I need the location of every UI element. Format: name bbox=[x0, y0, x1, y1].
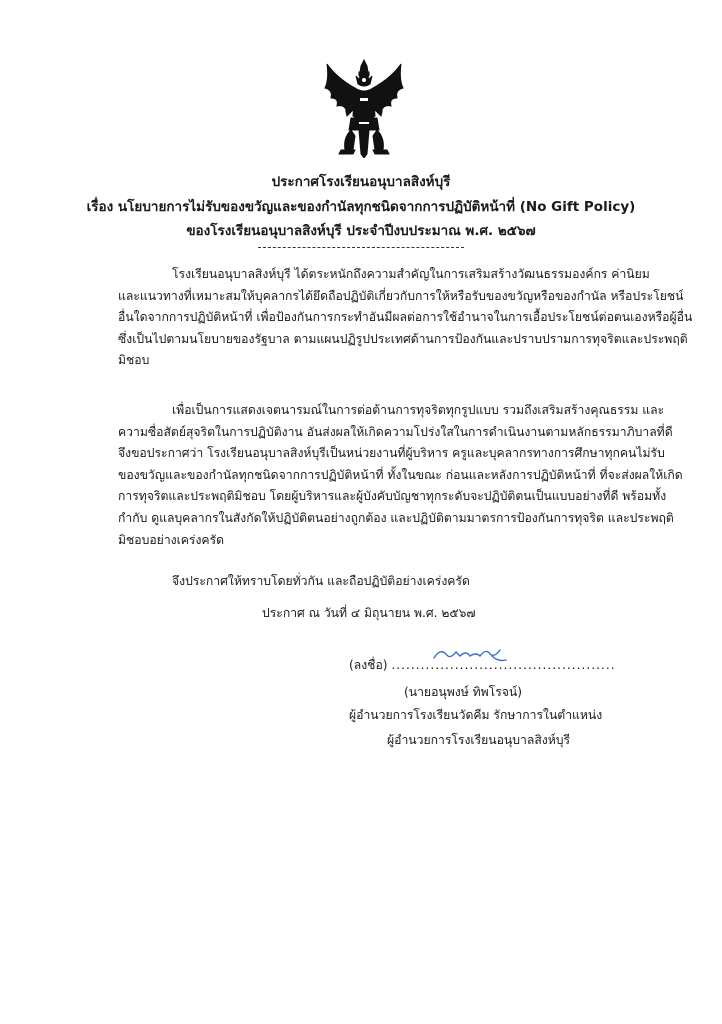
paragraph-line: และแนวทางที่เหมาะสมให้บุคลากรได้ยึดถือปฏิบัติเกี่ยวกับการให้หรือรับของขวัญหรือของกำนัล หรือประโยชน์ bbox=[118, 288, 684, 303]
announcement-fiscal-year: ของโรงเรียนอนุบาลสิงห์บุรี ประจำปีงบประมาณ พ.ศ. ๒๕๖๗ bbox=[186, 223, 536, 239]
garuda-emblem-icon bbox=[323, 58, 405, 158]
announcement-date: ประกาศ ณ วันที่ ๔ มิถุนายน พ.ศ. ๒๕๖๗ bbox=[262, 606, 476, 620]
announcement-subject: เรื่อง นโยบายการไม่รับของขวัญและของกำนัลทุกชนิดจากการปฏิบัติหน้าที่ (No Gift Policy) bbox=[86, 199, 636, 215]
paragraph-line: เพื่อเป็นการแสดงเจตนารมณ์ในการต่อต้านการทุจริตทุกรูปแบบ รวมถึงเสริมสร้างคุณธรรม และ bbox=[172, 403, 665, 417]
divider bbox=[258, 247, 464, 248]
paragraph-line: มิชอบอย่างเคร่งครัด bbox=[118, 532, 225, 547]
paragraph-2 bbox=[118, 400, 702, 551]
paragraph-line: การทุจริตและประพฤติมิชอบ โดยผู้บริหารและผู้บังคับบัญชาทุกระดับจะปฏิบัติตนเป็นแบบอย่างที่ดี พร้อมทั้ง bbox=[118, 489, 667, 504]
handwritten-signature-icon bbox=[430, 642, 510, 666]
paragraph-line: อื่นใดจากการปฏิบัติหน้าที่ เพื่อป้องกันการกระทำอันมีผลต่อการใช้อำนาจในการเอื้อประโยชน์ต่อตนเองหรือผู้อื่น bbox=[118, 310, 693, 325]
announcement-title: ประกาศโรงเรียนอนุบาลสิงห์บุรี bbox=[271, 174, 451, 190]
closing-statement: จึงประกาศให้ทราบโดยทั่วกัน และถือปฏิบัติอย่างเคร่งครัด bbox=[172, 574, 470, 588]
signature-dots: .............................................. bbox=[391, 658, 616, 672]
paragraph-line: มิชอบ bbox=[118, 353, 150, 368]
signatory-position-2: ผู้อำนวยการโรงเรียนอนุบาลสิงห์บุรี bbox=[387, 733, 571, 747]
paragraph-line: จึงขอประกาศว่า โรงเรียนอนุบาลสิงห์บุรีเป็นหน่วยงานที่ผู้บริหาร ครูและบุคลากรทางการศึกษาทุกคนไม่รับ bbox=[118, 446, 665, 461]
paragraph-line: โรงเรียนอนุบาลสิงห์บุรี ได้ตระหนักถึงความสำคัญในการเสริมสร้างวัฒนธรรมองค์กร ค่านิยม bbox=[172, 267, 650, 281]
signatory-position-1: ผู้อำนวยการโรงเรียนวัดคีม รักษาการในตำแหน่ง bbox=[349, 708, 603, 722]
paragraph-line: กำกับ ดูแลบุคลากรในสังกัดให้ปฏิบัติตนอย่างถูกต้อง และปฏิบัติตามมาตรการป้องกันการทุจริต และประพฤติ bbox=[118, 510, 674, 525]
signature-label: (ลงชื่อ) bbox=[349, 658, 392, 672]
paragraph-line: ของขวัญและของกำนัลทุกชนิดจากการปฏิบัติหน้าที่ ทั้งในขณะ ก่อนและหลังการปฏิบัติหน้าที่ ที่จะส่งผลให้เกิด bbox=[118, 467, 683, 482]
paragraph-line: ซึ่งเป็นไปตามนโยบายของรัฐบาล ตามแผนปฏิรูปประเทศด้านการป้องกันและปราบปรามการทุจริตและประพฤติ bbox=[118, 331, 688, 346]
signatory-name: (นายอนุพงษ์ ทิพโรจน์) bbox=[404, 685, 523, 699]
paragraph-1 bbox=[118, 264, 702, 372]
paragraph-line: ความซื่อสัตย์สุจริตในการปฏิบัติงาน อันส่งผลให้เกิดความโปร่งใสในการดำเนินงานตามหลักธรรมาภิบาลที่ดี bbox=[118, 424, 673, 439]
